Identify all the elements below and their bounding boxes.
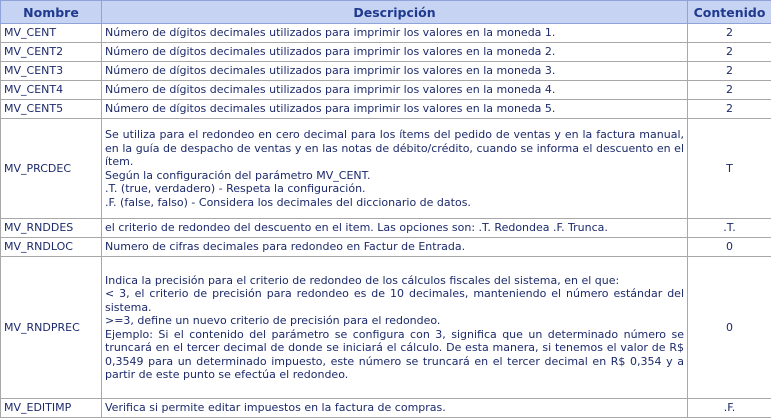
header-description: Descripción [102, 1, 688, 24]
description-line: Número de dígitos decimales utilizados para imprimir los valores en la moneda 1. [105, 26, 556, 40]
parameter-description [102, 81, 688, 100]
parameter-value: 2 [688, 43, 771, 62]
description-line: < 3, el criterio de precisión para redondeo es de 10 decimales, manteniendo el número estándar del sistema. [105, 287, 684, 314]
parameter-value: .F. [688, 399, 771, 418]
parameter-description [102, 100, 688, 119]
parameter-description [102, 219, 688, 238]
header-name: Nombre [1, 1, 102, 24]
table-row [1, 219, 771, 238]
parameter-value: 0 [688, 238, 771, 257]
parameter-description [102, 238, 688, 257]
parameter-value: 2 [688, 100, 771, 119]
header-row [1, 1, 771, 24]
table-row [1, 24, 771, 43]
table-row [1, 43, 771, 62]
parameter-description [102, 257, 688, 399]
description-line: Según la configuración del parámetro MV_CENT. [105, 168, 371, 182]
description-line: >=3, define un nuevo criterio de precisión para el redondeo. [105, 314, 441, 327]
table-row [1, 399, 771, 418]
parameter-description [102, 24, 688, 43]
description-line: Ejemplo: Si el contenido del parámetro se configura con 3, significa que un determinado número se truncará en el tercer decimal de donde se iniciará el cálculo. De esta manera, si tenemos el valor de R$ 0,3549 para un determinado impuesto, este número se truncará en el tercer decimal en R$ 0,354 y a partir de este punto se efectúa el redondeo. [105, 327, 684, 381]
description-line: Número de dígitos decimales utilizados para imprimir los valores en la moneda 2. [105, 45, 556, 59]
table-row [1, 100, 771, 119]
table-row [1, 62, 771, 81]
parameter-description [102, 119, 688, 219]
table-row [1, 238, 771, 257]
parameter-name: MV_CENT5 [1, 100, 102, 119]
parameter-value: .T. [688, 219, 771, 238]
description-line: .T. (true, verdadero) - Respeta la configuración. [105, 182, 366, 195]
header-content: Contenido [688, 1, 771, 24]
parameter-value: 2 [688, 81, 771, 100]
parameter-name: MV_PRCDEC [1, 119, 102, 219]
table-body [1, 24, 771, 418]
parameter-value: 2 [688, 24, 771, 43]
parameter-description [102, 62, 688, 81]
description-line: Número de dígitos decimales utilizados para imprimir los valores en la moneda 3. [105, 64, 556, 78]
parameter-value: T [688, 119, 771, 219]
parameter-name: MV_CENT2 [1, 43, 102, 62]
parameter-name: MV_CENT [1, 24, 102, 43]
parameter-name: MV_RNDLOC [1, 238, 102, 257]
parameter-value: 0 [688, 257, 771, 399]
description-line: Verifica si permite editar impuestos en la factura de compras. [105, 401, 446, 415]
description-line: Número de dígitos decimales utilizados para imprimir los valores en la moneda 5. [105, 102, 556, 116]
description-line: Numero de cifras decimales para redondeo en Factur de Entrada. [105, 240, 466, 254]
parameter-name: MV_CENT4 [1, 81, 102, 100]
description-line: Indica la precisión para el criterio de redondeo de los cálculos fiscales del sistema, en el que: [105, 273, 620, 287]
parameter-description [102, 43, 688, 62]
description-line: el criterio de redondeo del descuento en el item. Las opciones son: .T. Redondea .F. Trunca. [105, 221, 608, 235]
description-line: Número de dígitos decimales utilizados para imprimir los valores en la moneda 4. [105, 83, 556, 97]
description-line: Se utiliza para el redondeo en cero decimal para los ítems del pedido de ventas y en la factura manual, en la guía de despacho de ventas y en las notas de débito/crédito, cuando se informa el descuento en el ítem. [105, 128, 684, 168]
parameter-name: MV_RNDPREC [1, 257, 102, 399]
parameter-name: MV_EDITIMP [1, 399, 102, 418]
parameter-name: MV_CENT3 [1, 62, 102, 81]
table-row [1, 81, 771, 100]
table-row [1, 119, 771, 219]
parameter-name: MV_RNDDES [1, 219, 102, 238]
parameter-value: 2 [688, 62, 771, 81]
description-line: .F. (false, falso) - Considera los decimales del diccionario de datos. [105, 195, 471, 209]
table-row [1, 257, 771, 399]
parameter-description [102, 399, 688, 418]
